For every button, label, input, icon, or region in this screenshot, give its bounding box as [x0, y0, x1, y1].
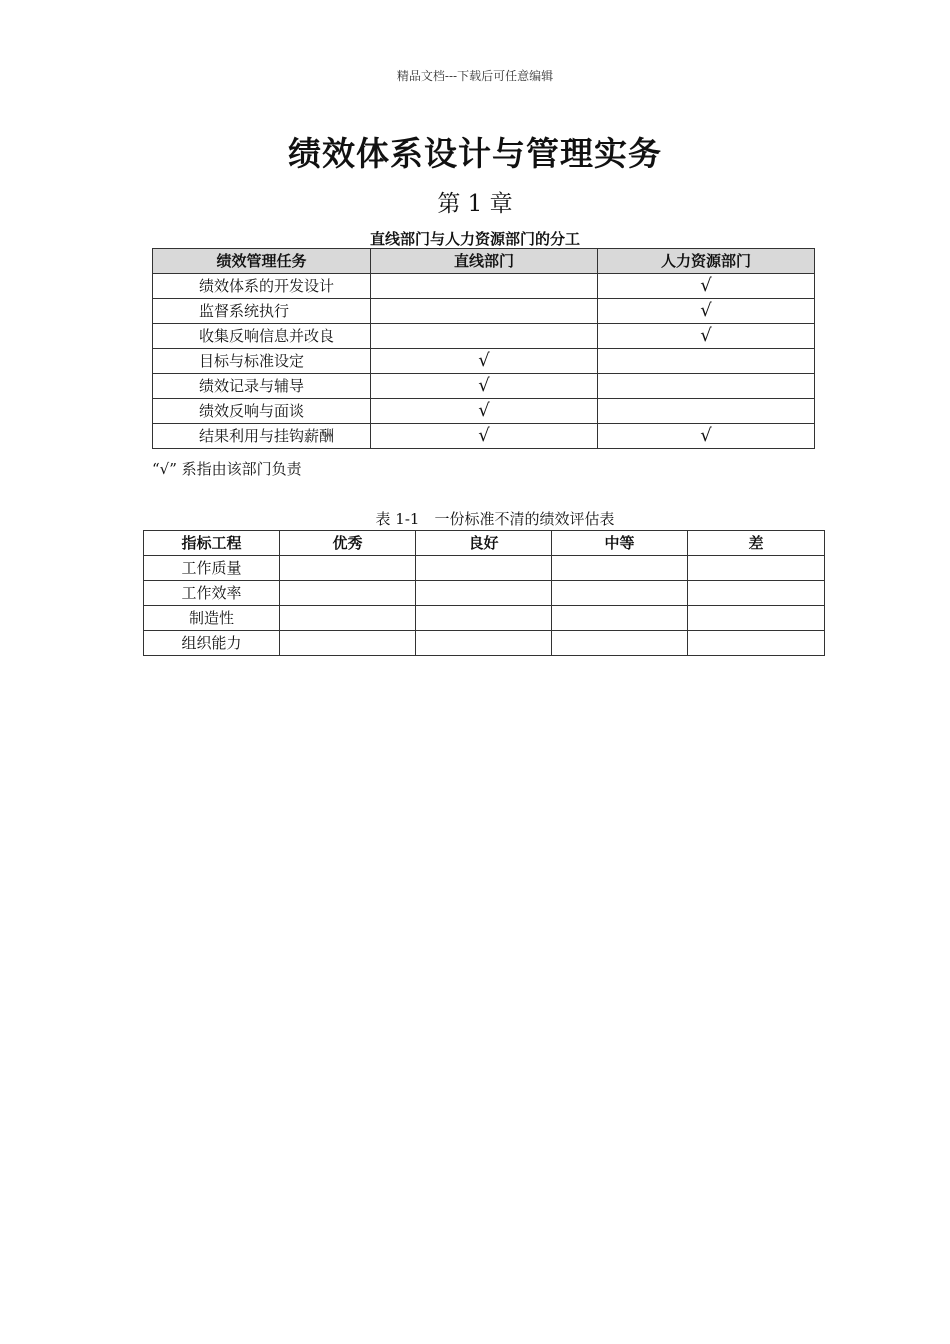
line-dept-check-cell: √: [371, 349, 598, 374]
column-header-indicator: 指标工程: [144, 531, 280, 556]
table-row: [153, 399, 815, 424]
hr-dept-check-cell: √: [598, 274, 815, 299]
column-header-good: 良好: [416, 531, 552, 556]
rating-cell: [280, 556, 416, 581]
indicator-cell: 制造性: [144, 606, 280, 631]
table-row: [153, 299, 815, 324]
task-cell: 目标与标准设定: [153, 349, 371, 374]
rating-cell: [416, 631, 552, 656]
rating-cell: [416, 606, 552, 631]
table2-caption: 表 1-1 一份标准不清的绩效评估表: [375, 510, 615, 528]
line-dept-check-cell: √: [371, 374, 598, 399]
task-cell: 监督系统执行: [153, 299, 371, 324]
table-row: [144, 606, 825, 631]
rating-cell: [688, 556, 825, 581]
hr-dept-check-cell: [598, 349, 815, 374]
table-row: [144, 631, 825, 656]
rating-cell: [416, 556, 552, 581]
evaluation-form-table: [143, 530, 825, 656]
table-row: [153, 374, 815, 399]
task-cell: 收集反响信息并改良: [153, 324, 371, 349]
document-title: 绩效体系设计与管理实务: [288, 134, 662, 173]
hr-dept-check-cell: [598, 399, 815, 424]
table-row: [144, 556, 825, 581]
table-row: [153, 324, 815, 349]
line-dept-check-cell: [371, 299, 598, 324]
rating-cell: [280, 606, 416, 631]
rating-cell: [688, 631, 825, 656]
line-dept-check-cell: [371, 274, 598, 299]
hr-dept-check-cell: √: [598, 299, 815, 324]
rating-cell: [280, 581, 416, 606]
rating-cell: [416, 581, 552, 606]
line-dept-check-cell: [371, 324, 598, 349]
task-cell: 绩效记录与辅导: [153, 374, 371, 399]
table-header-row: [144, 531, 825, 556]
table-row: [153, 274, 815, 299]
rating-cell: [552, 631, 688, 656]
indicator-cell: 组织能力: [144, 631, 280, 656]
table-row: [144, 581, 825, 606]
table-row: [153, 349, 815, 374]
indicator-cell: 工作质量: [144, 556, 280, 581]
column-header-hr-dept: 人力资源部门: [598, 249, 815, 274]
column-header-line-dept: 直线部门: [371, 249, 598, 274]
rating-cell: [688, 581, 825, 606]
hr-dept-check-cell: √: [598, 324, 815, 349]
division-of-labor-table: [152, 248, 815, 449]
header-note: 精品文档---下载后可任意编辑: [396, 69, 554, 83]
rating-cell: [280, 631, 416, 656]
task-cell: 绩效体系的开发设计: [153, 274, 371, 299]
hr-dept-check-cell: [598, 374, 815, 399]
chapter-heading: 第 1 章: [437, 191, 513, 217]
hr-dept-check-cell: √: [598, 424, 815, 449]
column-header-poor: 差: [688, 531, 825, 556]
line-dept-check-cell: √: [371, 399, 598, 424]
column-header-average: 中等: [552, 531, 688, 556]
task-cell: 结果利用与挂钩薪酬: [153, 424, 371, 449]
rating-cell: [688, 606, 825, 631]
column-header-task: 绩效管理任务: [153, 249, 371, 274]
indicator-cell: 工作效率: [144, 581, 280, 606]
task-cell: 绩效反响与面谈: [153, 399, 371, 424]
table-header-row: [153, 249, 815, 274]
rating-cell: [552, 581, 688, 606]
table1-caption: 直线部门与人力资源部门的分工: [369, 230, 580, 248]
table1-footnote: “√” 系指由该部门负责: [152, 460, 302, 478]
line-dept-check-cell: √: [371, 424, 598, 449]
table-row: [153, 424, 815, 449]
rating-cell: [552, 556, 688, 581]
rating-cell: [552, 606, 688, 631]
column-header-excellent: 优秀: [280, 531, 416, 556]
